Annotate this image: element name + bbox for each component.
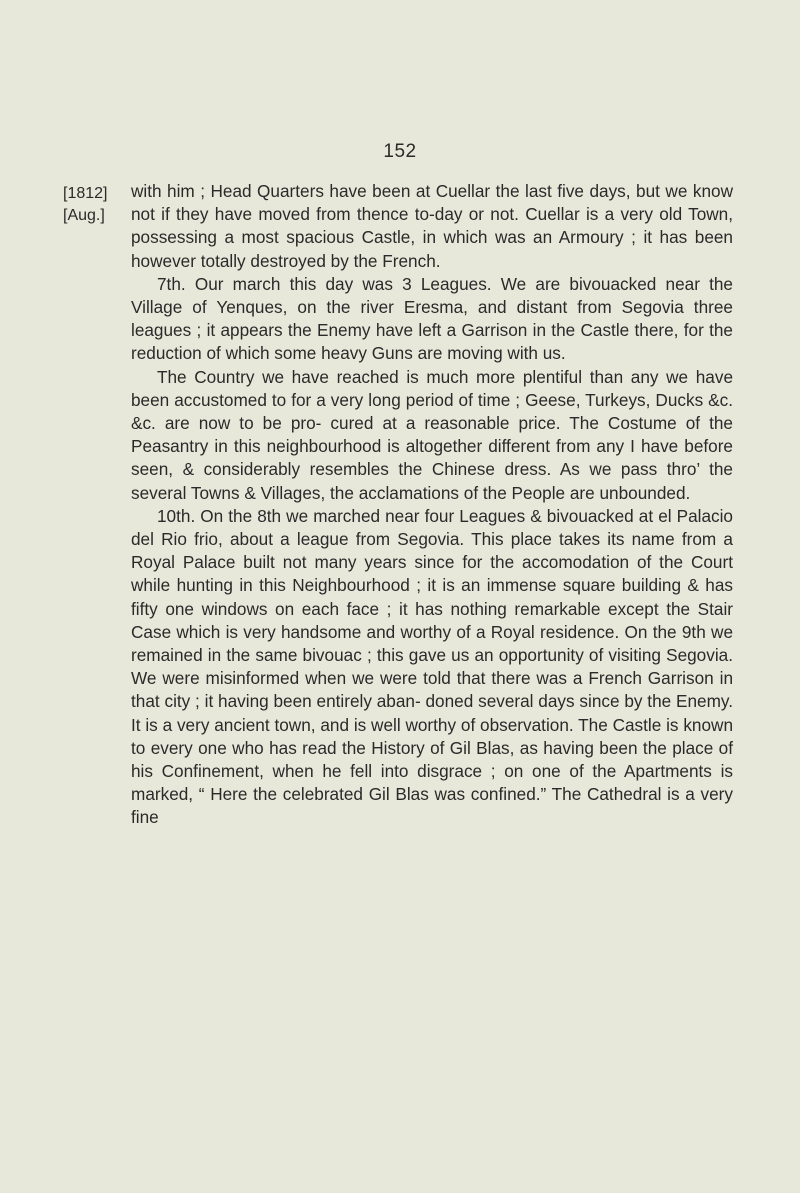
margin-date-note [63, 183, 107, 227]
paragraph-continuation: with him ; Head Quarters have been at Cuellar the last five days, but we know not if they have moved from thence to-day or not. Cuellar is a very old Town, possessing a most spacious Castle, in which was an Armoury ; it has been however totally destroyed by the French. [131, 181, 733, 271]
margin-month: [Aug.] [63, 207, 105, 224]
paragraph-10th: 10th. On the 8th we marched near four Leagues & bivouacked at el Palacio del Rio frio, about a league from Segovia. This place takes its name from a Royal Palace built not many years since for the accomodation of the Court while hunting in this Neighbourhood ; it is an immense square building & has fifty one windows on each face ; it has nothing remarkable except the Stair Case which is very handsome and worthy of a Royal residence. On the 9th we remained in the same bivouac ; this gave us an opportunity of visiting Segovia. We were misinformed when we were told that there was a French Garrison in that city ; it having been entirely aban- doned several days since by the Enemy. It is a very ancient town, and is well worthy of observation. The Castle is known to every one who has read the History of Gil Blas, as having been the place of his Confinement, when he fell into disgrace ; on one of the Apartments is marked, “ Here the celebrated Gil Blas was confined.” The Cathedral is a very fine [131, 505, 733, 828]
page-number: 152 [383, 141, 417, 162]
paragraph-7th: 7th. Our march this day was 3 Leagues. We are bivouacked near the Village of Yenques, on the river Eresma, and distant from Segovia three leagues ; it appears the Enemy have left a Garrison in the Castle there, for the reduction of which some heavy Guns are moving with us. [131, 273, 733, 364]
paragraph-country: The Country we have reached is much more plentiful than any we have been accustomed to for a very long period of time ; Geese, Turkeys, Ducks &c. &c. are now to be pro- cured at a reasonable price. The Costume of the Peasantry in this neighbourhood is altogether different from any I have before seen, & considerably resembles the Chinese dress. As we pass thro’ the several Towns & Villages, the acclamations of the People are unbounded. [131, 366, 733, 503]
body-text [131, 180, 733, 830]
margin-year: [1812] [63, 185, 108, 202]
